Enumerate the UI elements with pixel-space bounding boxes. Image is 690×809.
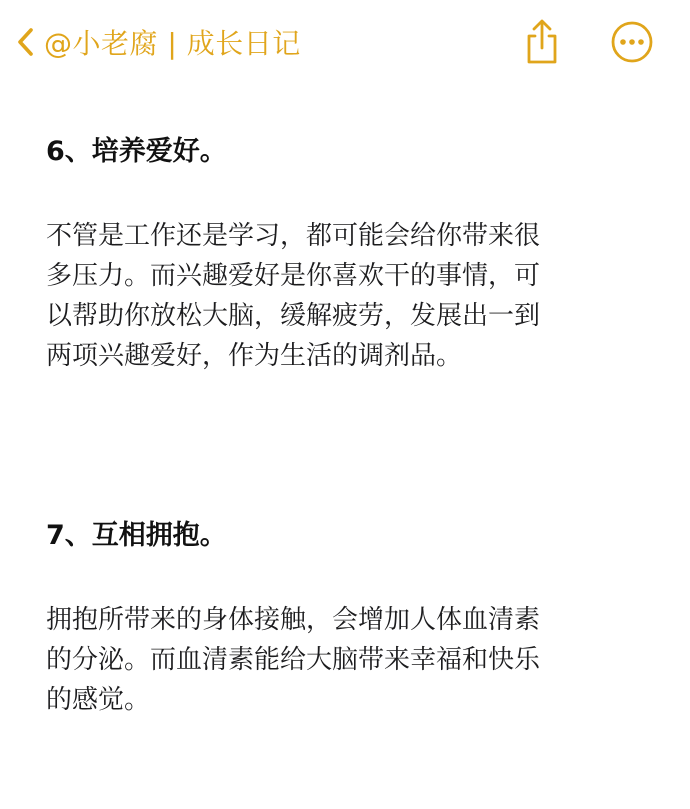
section-paragraph [46, 600, 540, 720]
more-circle-icon [609, 19, 655, 65]
paragraph-line: 拥抱所带来的身体接触，会增加人体血清素 [46, 605, 541, 635]
paragraph-line: 两项兴趣爱好，作为生活的调剂品。 [46, 341, 463, 371]
back-label: @小老腐 | 成长日记 [44, 27, 301, 60]
navigation-bar [0, 0, 690, 86]
share-button[interactable] [516, 16, 568, 68]
section-paragraph [46, 216, 540, 376]
more-button[interactable] [606, 16, 658, 68]
chevron-left-icon [16, 27, 34, 57]
paragraph-line: 多压力。而兴趣爱好是你喜欢干的事情，可 [46, 261, 541, 291]
back-button[interactable] [16, 22, 301, 62]
paragraph-line: 以帮助你放松大脑，缓解疲劳，发展出一到 [46, 301, 541, 331]
section-heading: 6、培养爱好。 [46, 136, 227, 167]
section-heading: 7、互相拥抱。 [46, 520, 227, 551]
paragraph-line: 不管是工作还是学习，都可能会给你带来很 [46, 221, 541, 251]
paragraph-line: 的感觉。 [46, 685, 151, 715]
share-icon [522, 19, 562, 65]
paragraph-line: 的分泌。而血清素能给大脑带来幸福和快乐 [46, 645, 541, 675]
